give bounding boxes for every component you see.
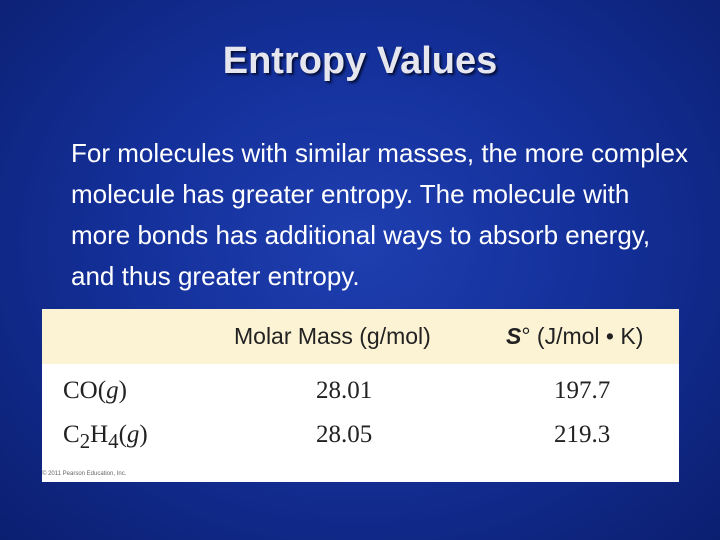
table-header-row xyxy=(42,309,679,364)
copyright-credit: © 2011 Pearson Education, Inc. xyxy=(42,471,127,477)
entropy-unit: ° (J/mol • K) xyxy=(521,323,644,349)
table-row xyxy=(42,373,679,417)
slide-title: Entropy Values xyxy=(222,40,498,82)
entropy-value: 197.7 xyxy=(554,377,611,404)
entropy-value: 219.3 xyxy=(554,421,611,448)
header-molar-mass: Molar Mass (g/mol) xyxy=(234,323,431,349)
molecule-c2h4: $C_2H_4(g)$ xyxy=(63,421,148,453)
entropy-symbol: S xyxy=(506,323,522,349)
entropy-table xyxy=(42,309,679,482)
slide-body-text: For molecules with similar masses, the more complex molecule has greater entropy. The molecule with more bonds has additional ways to absorb energy, and thus greater entropy. xyxy=(71,138,688,291)
table-row xyxy=(42,417,679,461)
header-standard-entropy xyxy=(506,323,643,350)
molar-mass-value: 28.05 xyxy=(316,421,373,448)
molecule-co: CO(g) xyxy=(63,377,127,404)
molar-mass-value: 28.01 xyxy=(316,377,373,404)
